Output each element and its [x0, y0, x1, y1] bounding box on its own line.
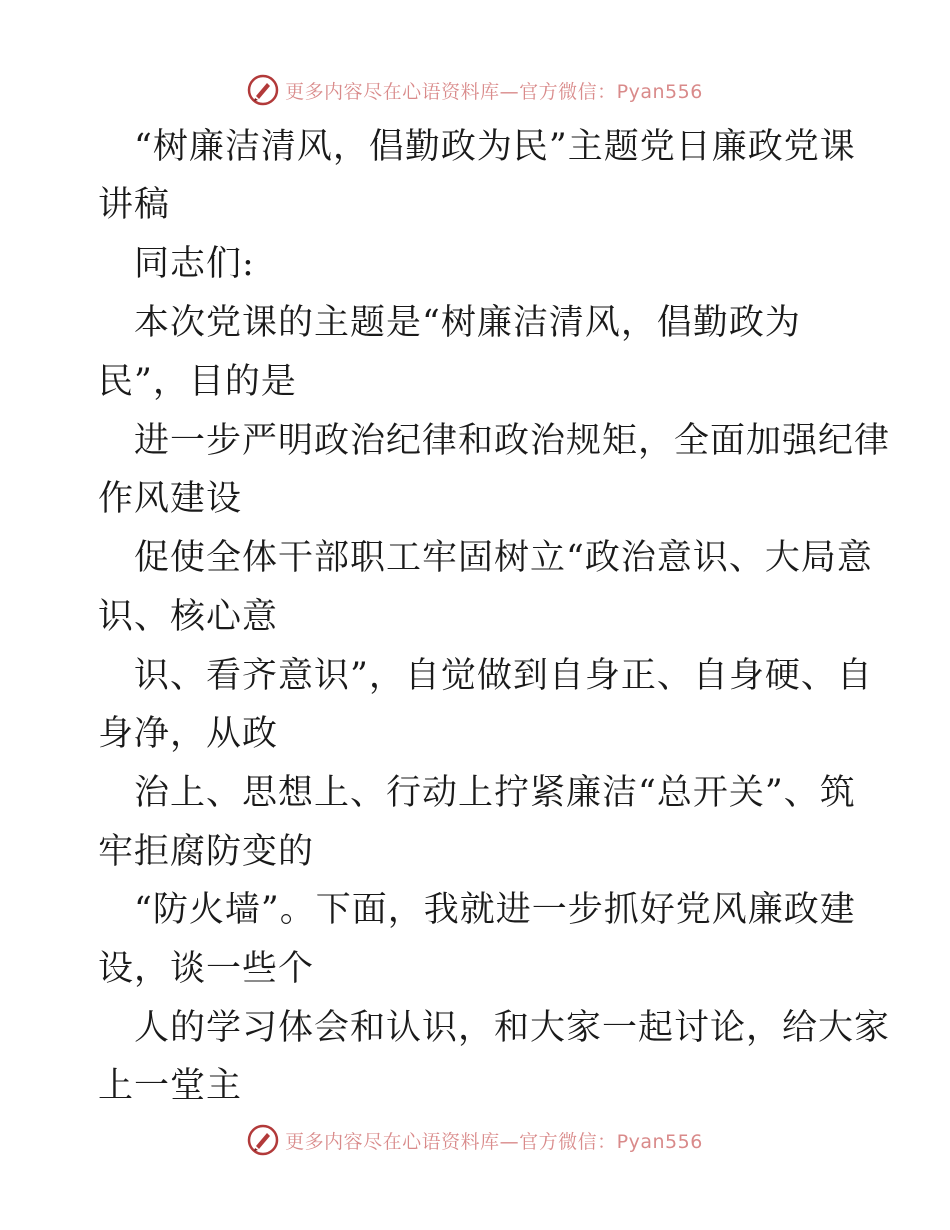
watermark-text: 更多内容尽在心语资料库—官方微信：Pyan556 — [285, 80, 703, 103]
paragraph-line: 身净，从政 — [98, 714, 279, 754]
paragraph-line: 进一步严明政治纪律和政治规矩，全面加强纪律 — [134, 421, 891, 461]
salutation: 同志们: — [134, 244, 255, 284]
header-watermark — [0, 70, 950, 110]
paragraph-line: “防火墙”。下面，我就进一步抓好党风廉政建 — [134, 890, 856, 930]
paragraph-line: 治上、思想上、行动上拧紧廉洁“总开关”、筑 — [134, 773, 856, 813]
paragraph-line: 民”，目的是 — [98, 362, 297, 402]
logo-icon — [247, 74, 279, 106]
logo-icon — [247, 1124, 279, 1156]
paragraph-line: 识、看齐意识”，自觉做到自身正、自身硬、自 — [134, 656, 873, 696]
title-line-1: “树廉洁清风，倡勤政为民”主题党日廉政党课 — [134, 127, 856, 167]
paragraph-line: 本次党课的主题是“树廉洁清风，倡勤政为 — [134, 303, 801, 343]
paragraph-line: 作风建设 — [98, 479, 243, 519]
paragraph-line: 识、核心意 — [98, 597, 279, 637]
paragraph-line: 人的学习体会和认识，和大家一起讨论，给大家 — [134, 1008, 891, 1048]
footer-watermark — [0, 1120, 950, 1160]
watermark-text: 更多内容尽在心语资料库—官方微信：Pyan556 — [285, 1130, 703, 1153]
title-line-2: 讲稿 — [98, 185, 171, 225]
paragraph-line: 设，谈一些个 — [98, 949, 315, 989]
paragraph-line: 牢拒腐防变的 — [98, 832, 315, 872]
paragraph-line: 促使全体干部职工牢固树立“政治意识、大局意 — [134, 538, 873, 578]
paragraph-line: 上一堂主 — [98, 1066, 243, 1106]
